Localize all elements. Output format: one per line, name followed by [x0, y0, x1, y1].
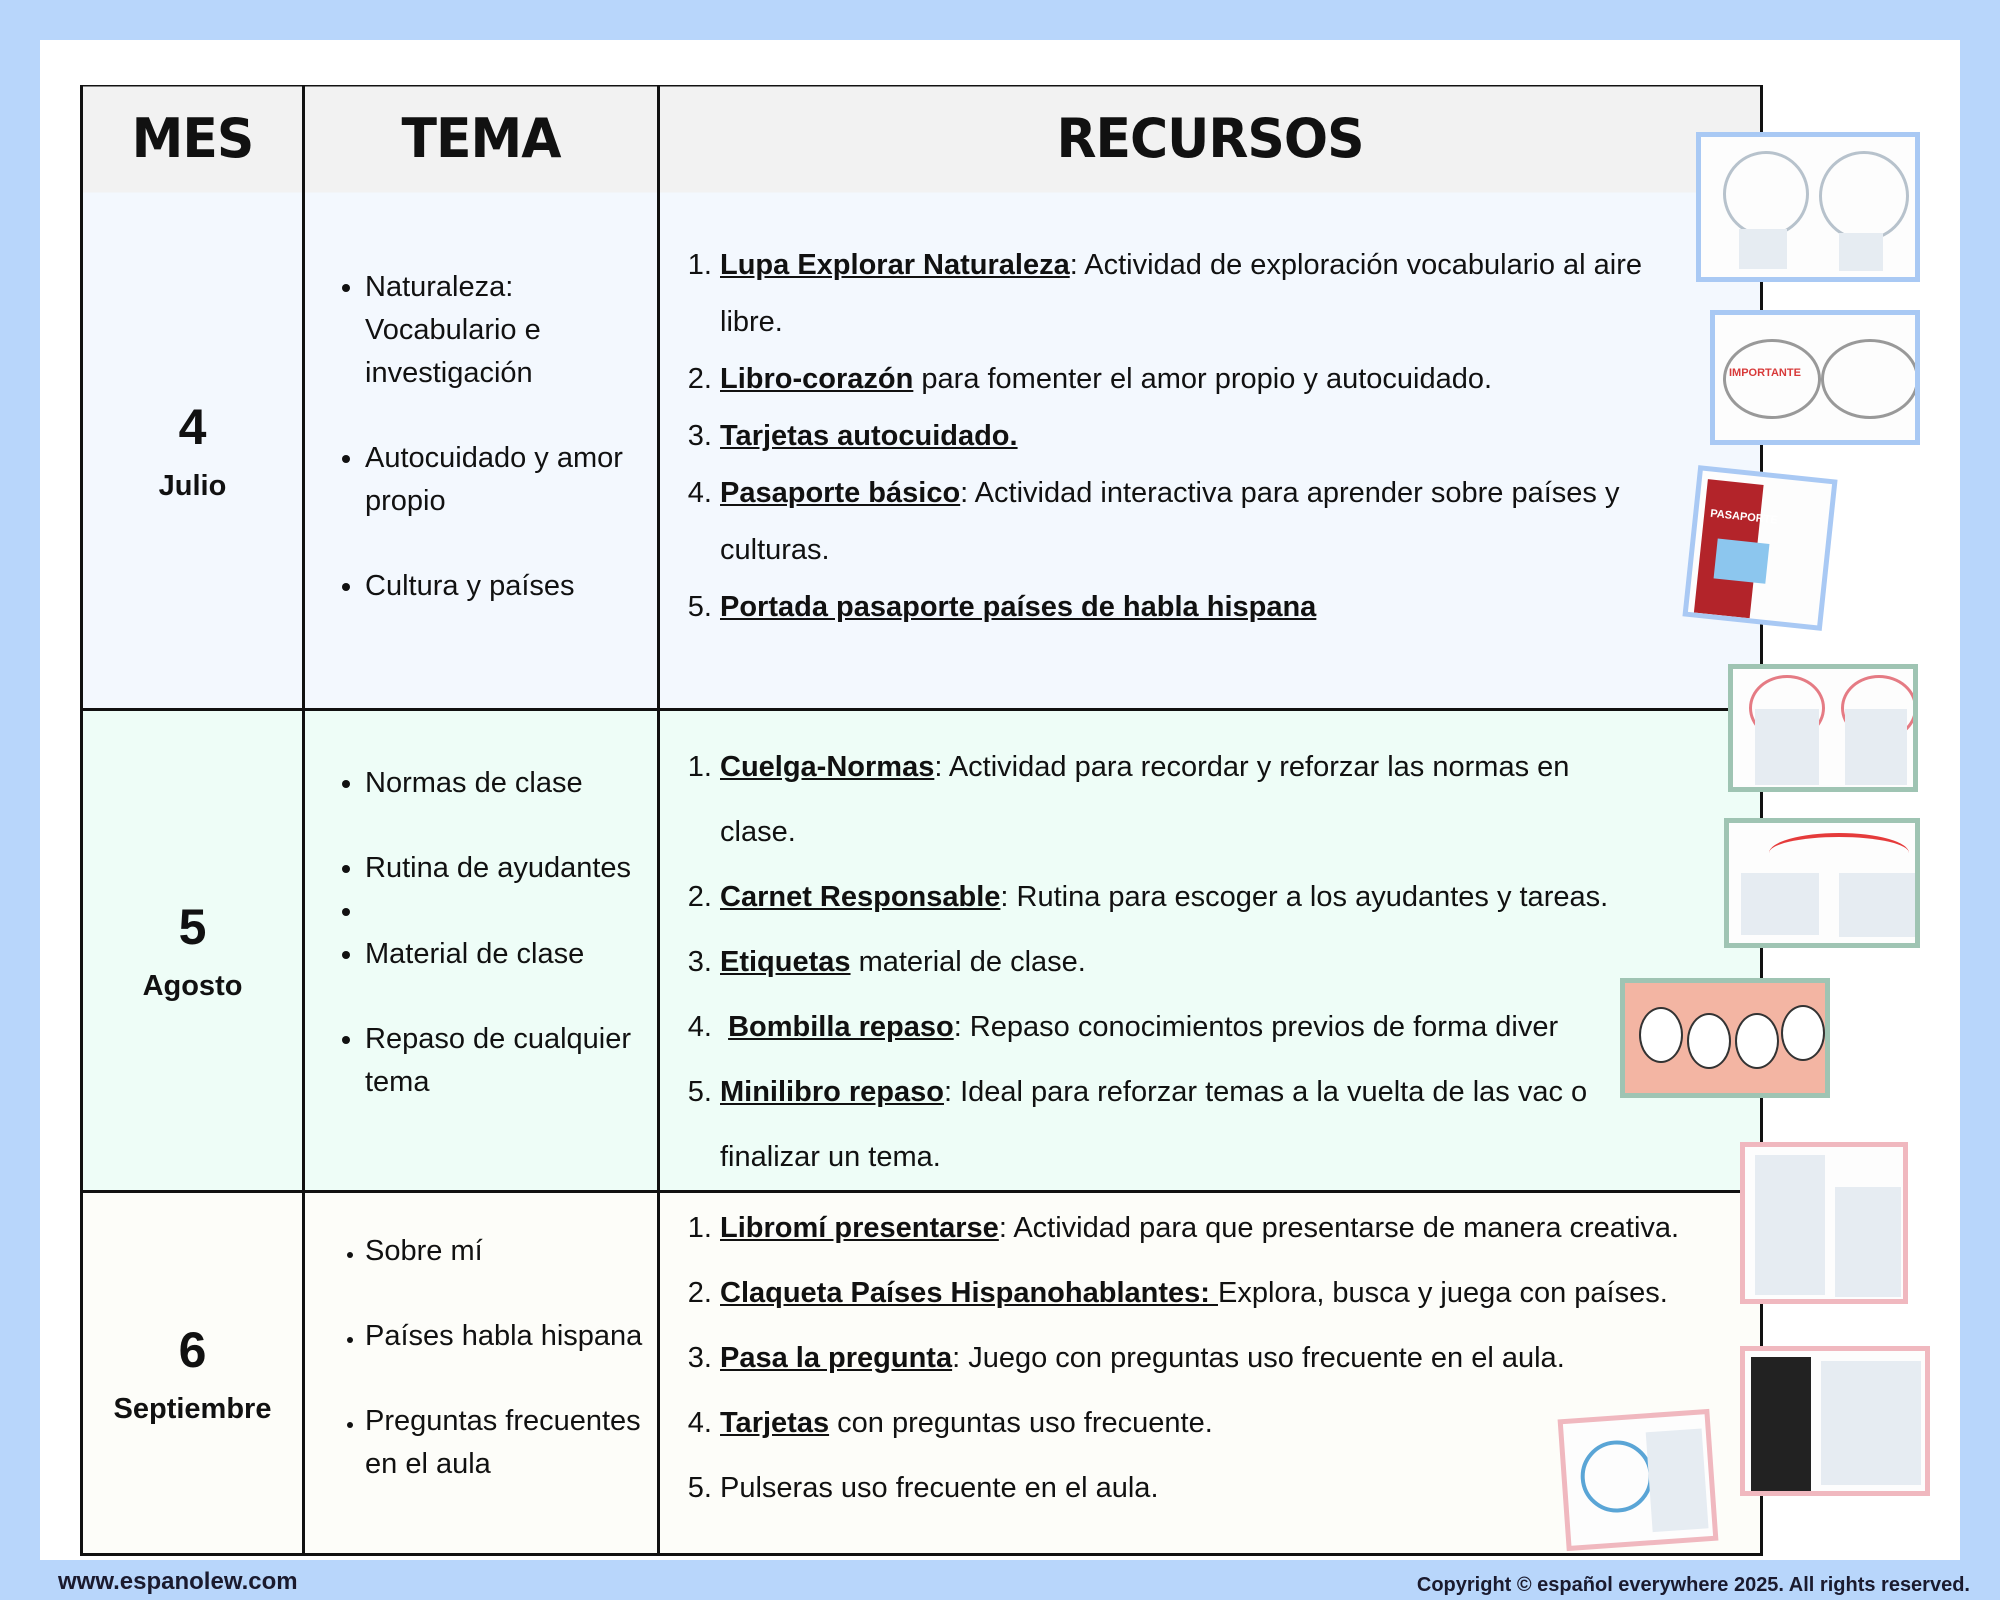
- resource-description: : Actividad para recordar y reforzar las normas en clase.: [720, 751, 1570, 848]
- table-row: [82, 191, 1762, 710]
- resource-description: para fomenter el amor propio y autocuidado.: [913, 362, 1493, 395]
- resource-item: [720, 1326, 1760, 1391]
- tema-item: • Material de clase: [365, 933, 645, 976]
- claqueta-paises-image[interactable]: [1740, 1346, 1930, 1496]
- resource-description: : Repaso conocimientos previos de forma diver: [953, 1011, 1559, 1043]
- resource-link[interactable]: Pasaporte básico: [720, 476, 961, 509]
- resource-item: [720, 735, 1610, 865]
- tema-item: • Normas de clase: [365, 762, 645, 805]
- resource-link[interactable]: Minilibro repaso: [720, 1076, 944, 1108]
- tema-item: • Preguntas frecuentes en el aula: [365, 1400, 645, 1486]
- tema-item: • Autocuidado y amor propio: [365, 437, 645, 523]
- header-tema: TEMA: [304, 84, 659, 193]
- curriculum-table: [80, 85, 1763, 1556]
- resource-item: [720, 465, 1700, 579]
- month-cell: [82, 191, 304, 710]
- month-number: 4: [178, 398, 207, 455]
- resource-link[interactable]: Libro-corazón: [720, 362, 914, 395]
- resource-link[interactable]: Tarjetas autocuidado.: [720, 419, 1018, 452]
- resource-item: [720, 351, 1700, 408]
- month-name: Septiembre: [113, 1392, 272, 1425]
- resource-description: : Actividad para que presentarse de manera creativa.: [998, 1211, 1680, 1244]
- resource-description: : Juego con preguntas uso frecuente en el aula.: [952, 1341, 1565, 1374]
- resource-link[interactable]: Bombilla repaso: [728, 1011, 954, 1043]
- resource-description: material de clase.: [850, 946, 1086, 978]
- month-name: Julio: [158, 469, 227, 502]
- header-mes: MES: [82, 84, 304, 193]
- pasa-pregunta-image[interactable]: [1558, 1409, 1719, 1551]
- month-number: 5: [178, 899, 207, 955]
- month-cell: [82, 710, 304, 1192]
- tema-item-empty: [365, 890, 645, 933]
- libro-corazon-image[interactable]: [1710, 310, 1920, 445]
- resource-link[interactable]: Pasa la pregunta: [720, 1341, 953, 1374]
- heart-label: IMPORTANTE: [1729, 367, 1801, 379]
- resource-description: : Actividad interactiva para aprender sobre países y culturas.: [720, 476, 1620, 566]
- month-cell: [82, 1192, 304, 1555]
- recursos-cell: [659, 710, 1762, 1192]
- tema-cell: [304, 710, 659, 1192]
- resource-item: [720, 865, 1610, 930]
- resource-item: [720, 930, 1610, 995]
- resource-link[interactable]: Etiquetas: [720, 946, 851, 978]
- table-row: [82, 710, 1762, 1192]
- resource-item: [720, 237, 1700, 351]
- resource-item: [720, 1261, 1760, 1326]
- copyright-notice: Copyright © español everywhere 2025. All rights reserved.: [1416, 1574, 1970, 1596]
- pasaporte-label: PASAPORTE: [1709, 507, 1779, 527]
- resource-link[interactable]: Libromí presentarse: [720, 1211, 999, 1244]
- cuelga-normas-image[interactable]: [1728, 664, 1918, 792]
- resource-link[interactable]: Carnet Responsable: [720, 881, 1001, 913]
- libromi-image[interactable]: [1740, 1142, 1908, 1304]
- resource-description: Pulseras uso frecuente en el aula.: [720, 1471, 1159, 1504]
- resource-item: [720, 1060, 1610, 1190]
- tema-item: • Sobre mí: [365, 1230, 645, 1273]
- month-number: 6: [178, 1321, 207, 1378]
- worksheet: [40, 40, 1960, 1560]
- resource-description: : Rutina para escoger a los ayudantes y tareas.: [1000, 881, 1609, 913]
- resource-item: [720, 579, 1700, 636]
- header-recursos: RECURSOS: [659, 84, 1762, 193]
- resource-item: [720, 408, 1700, 465]
- resource-description: : Actividad de exploración vocabulario al aire libre.: [720, 248, 1643, 338]
- tema-item: • Naturaleza: Vocabulario e investigación: [365, 266, 645, 395]
- resource-link[interactable]: Tarjetas: [720, 1406, 830, 1439]
- resource-link[interactable]: Claqueta Países Hispanohablantes:: [720, 1276, 1218, 1309]
- recursos-cell: [659, 191, 1762, 710]
- resource-description: con preguntas uso frecuente.: [829, 1406, 1213, 1439]
- website-url[interactable]: www.espanolew.com: [58, 1568, 298, 1595]
- tema-item: • Países habla hispana: [365, 1315, 645, 1358]
- resource-item: [720, 1196, 1760, 1261]
- resource-link[interactable]: Portada pasaporte países de habla hispana: [720, 590, 1317, 623]
- resource-item: [720, 995, 1610, 1060]
- tema-cell: [304, 1192, 659, 1555]
- resource-description: Explora, busca y juega con países.: [1217, 1276, 1668, 1309]
- month-name: Agosto: [142, 970, 243, 1002]
- tema-item: • Repaso de cualquier tema: [365, 1018, 645, 1104]
- pasaporte-image[interactable]: [1682, 465, 1837, 631]
- tema-item: • Rutina de ayudantes: [365, 847, 645, 890]
- table-row: [82, 1192, 1762, 1555]
- carnet-responsable-image[interactable]: [1724, 818, 1920, 948]
- bombilla-repaso-image[interactable]: [1620, 978, 1830, 1098]
- resource-description: : Ideal para reforzar temas a la vuelta de las vac o finalizar un tema.: [720, 1076, 1588, 1173]
- tema-cell: [304, 191, 659, 710]
- resource-link[interactable]: Lupa Explorar Naturaleza: [720, 248, 1070, 281]
- tema-item: • Cultura y países: [365, 565, 645, 608]
- lupa-naturaleza-image[interactable]: [1696, 132, 1920, 282]
- resource-link[interactable]: Cuelga-Normas: [720, 751, 935, 783]
